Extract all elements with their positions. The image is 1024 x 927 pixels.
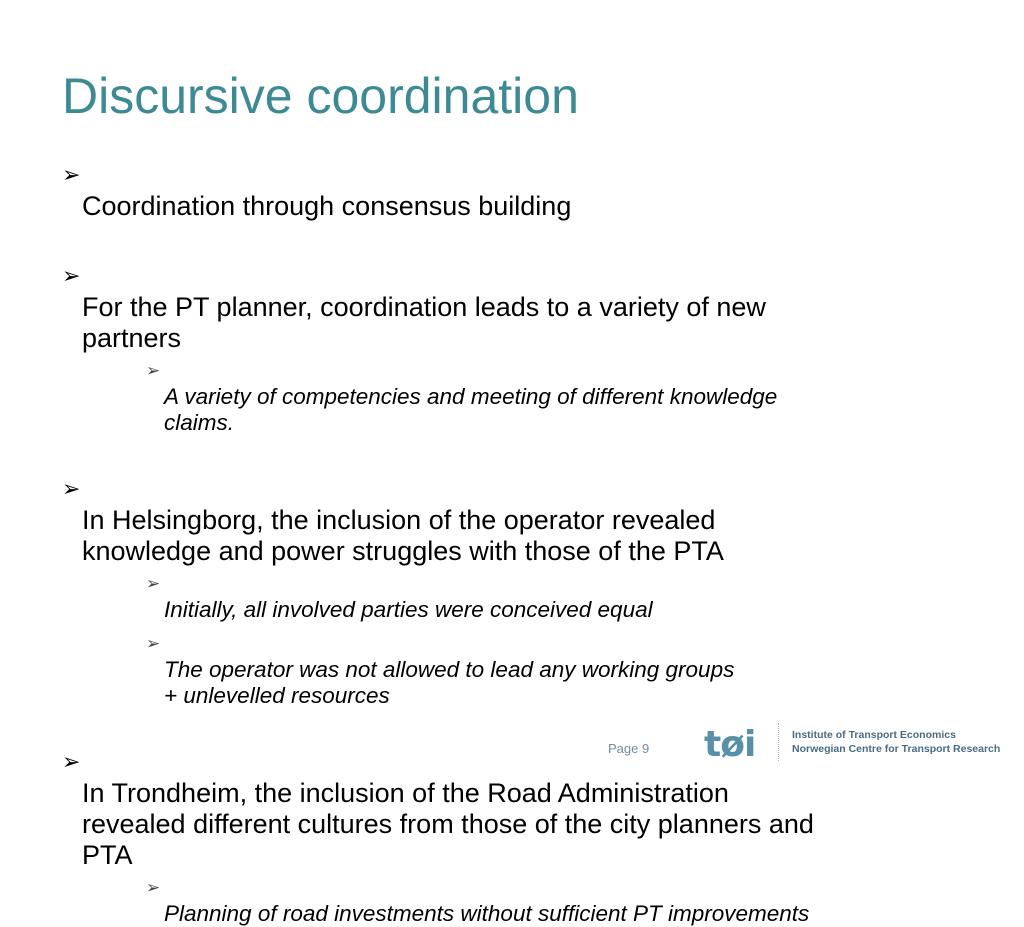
logo-divider	[778, 723, 779, 761]
arrow-sub-bullet-icon: ➢	[146, 634, 161, 654]
bullet-text: In Trondheim, the inclusion of the Road Administration revealed different cultures from those of the city planners and PTA	[82, 778, 814, 870]
slide-body	[62, 160, 962, 927]
toi-wordmark: tøi	[704, 724, 756, 763]
toi-wordmark-logo	[704, 723, 774, 763]
arrow-bullet-icon: ➢	[62, 264, 81, 289]
logo-line-institute: Institute of Transport Economics	[792, 729, 956, 741]
arrow-sub-bullet-icon: ➢	[146, 361, 161, 381]
bullet-text: For the PT planner, coordination leads to a variety of new partners	[82, 292, 766, 353]
bullet-text: In Helsingborg, the inclusion of the operator revealed knowledge and power struggles with those of the PTA	[82, 505, 724, 566]
sub-bullet-road-investments	[146, 875, 962, 927]
sub-bullet-competencies	[146, 358, 962, 436]
logo-line-centre: Norwegian Centre for Transport Research	[792, 743, 1001, 755]
page-number-value: 9	[642, 741, 650, 756]
arrow-bullet-icon: ➢	[62, 477, 81, 502]
bullet-consensus	[62, 160, 962, 222]
arrow-bullet-icon: ➢	[62, 163, 81, 188]
page-number	[608, 741, 649, 756]
bullet-trondheim	[62, 747, 962, 871]
arrow-sub-bullet-icon: ➢	[146, 574, 161, 594]
bullet-pt-planner	[62, 261, 962, 354]
toi-logo	[704, 723, 1004, 763]
sub-bullet-text: Initially, all involved parties were conceived equal	[164, 597, 653, 622]
bullet-helsingborg	[62, 474, 962, 567]
slide-title: Discursive coordination	[62, 68, 579, 124]
arrow-bullet-icon: ➢	[62, 750, 81, 775]
sub-bullet-initially-equal	[146, 571, 962, 623]
logo-text	[792, 728, 1000, 756]
page-label: Page	[608, 741, 639, 756]
sub-bullet-text: The operator was not allowed to lead any working groups + unlevelled resources	[164, 657, 735, 708]
arrow-sub-bullet-icon: ➢	[146, 878, 161, 898]
sub-bullet-operator-not-allowed	[146, 631, 962, 709]
sub-bullet-text: A variety of competencies and meeting of different knowledge claims.	[164, 384, 778, 435]
sub-bullet-text: Planning of road investments without sufficient PT improvements	[164, 901, 810, 926]
bullet-text: Coordination through consensus building	[82, 191, 572, 221]
